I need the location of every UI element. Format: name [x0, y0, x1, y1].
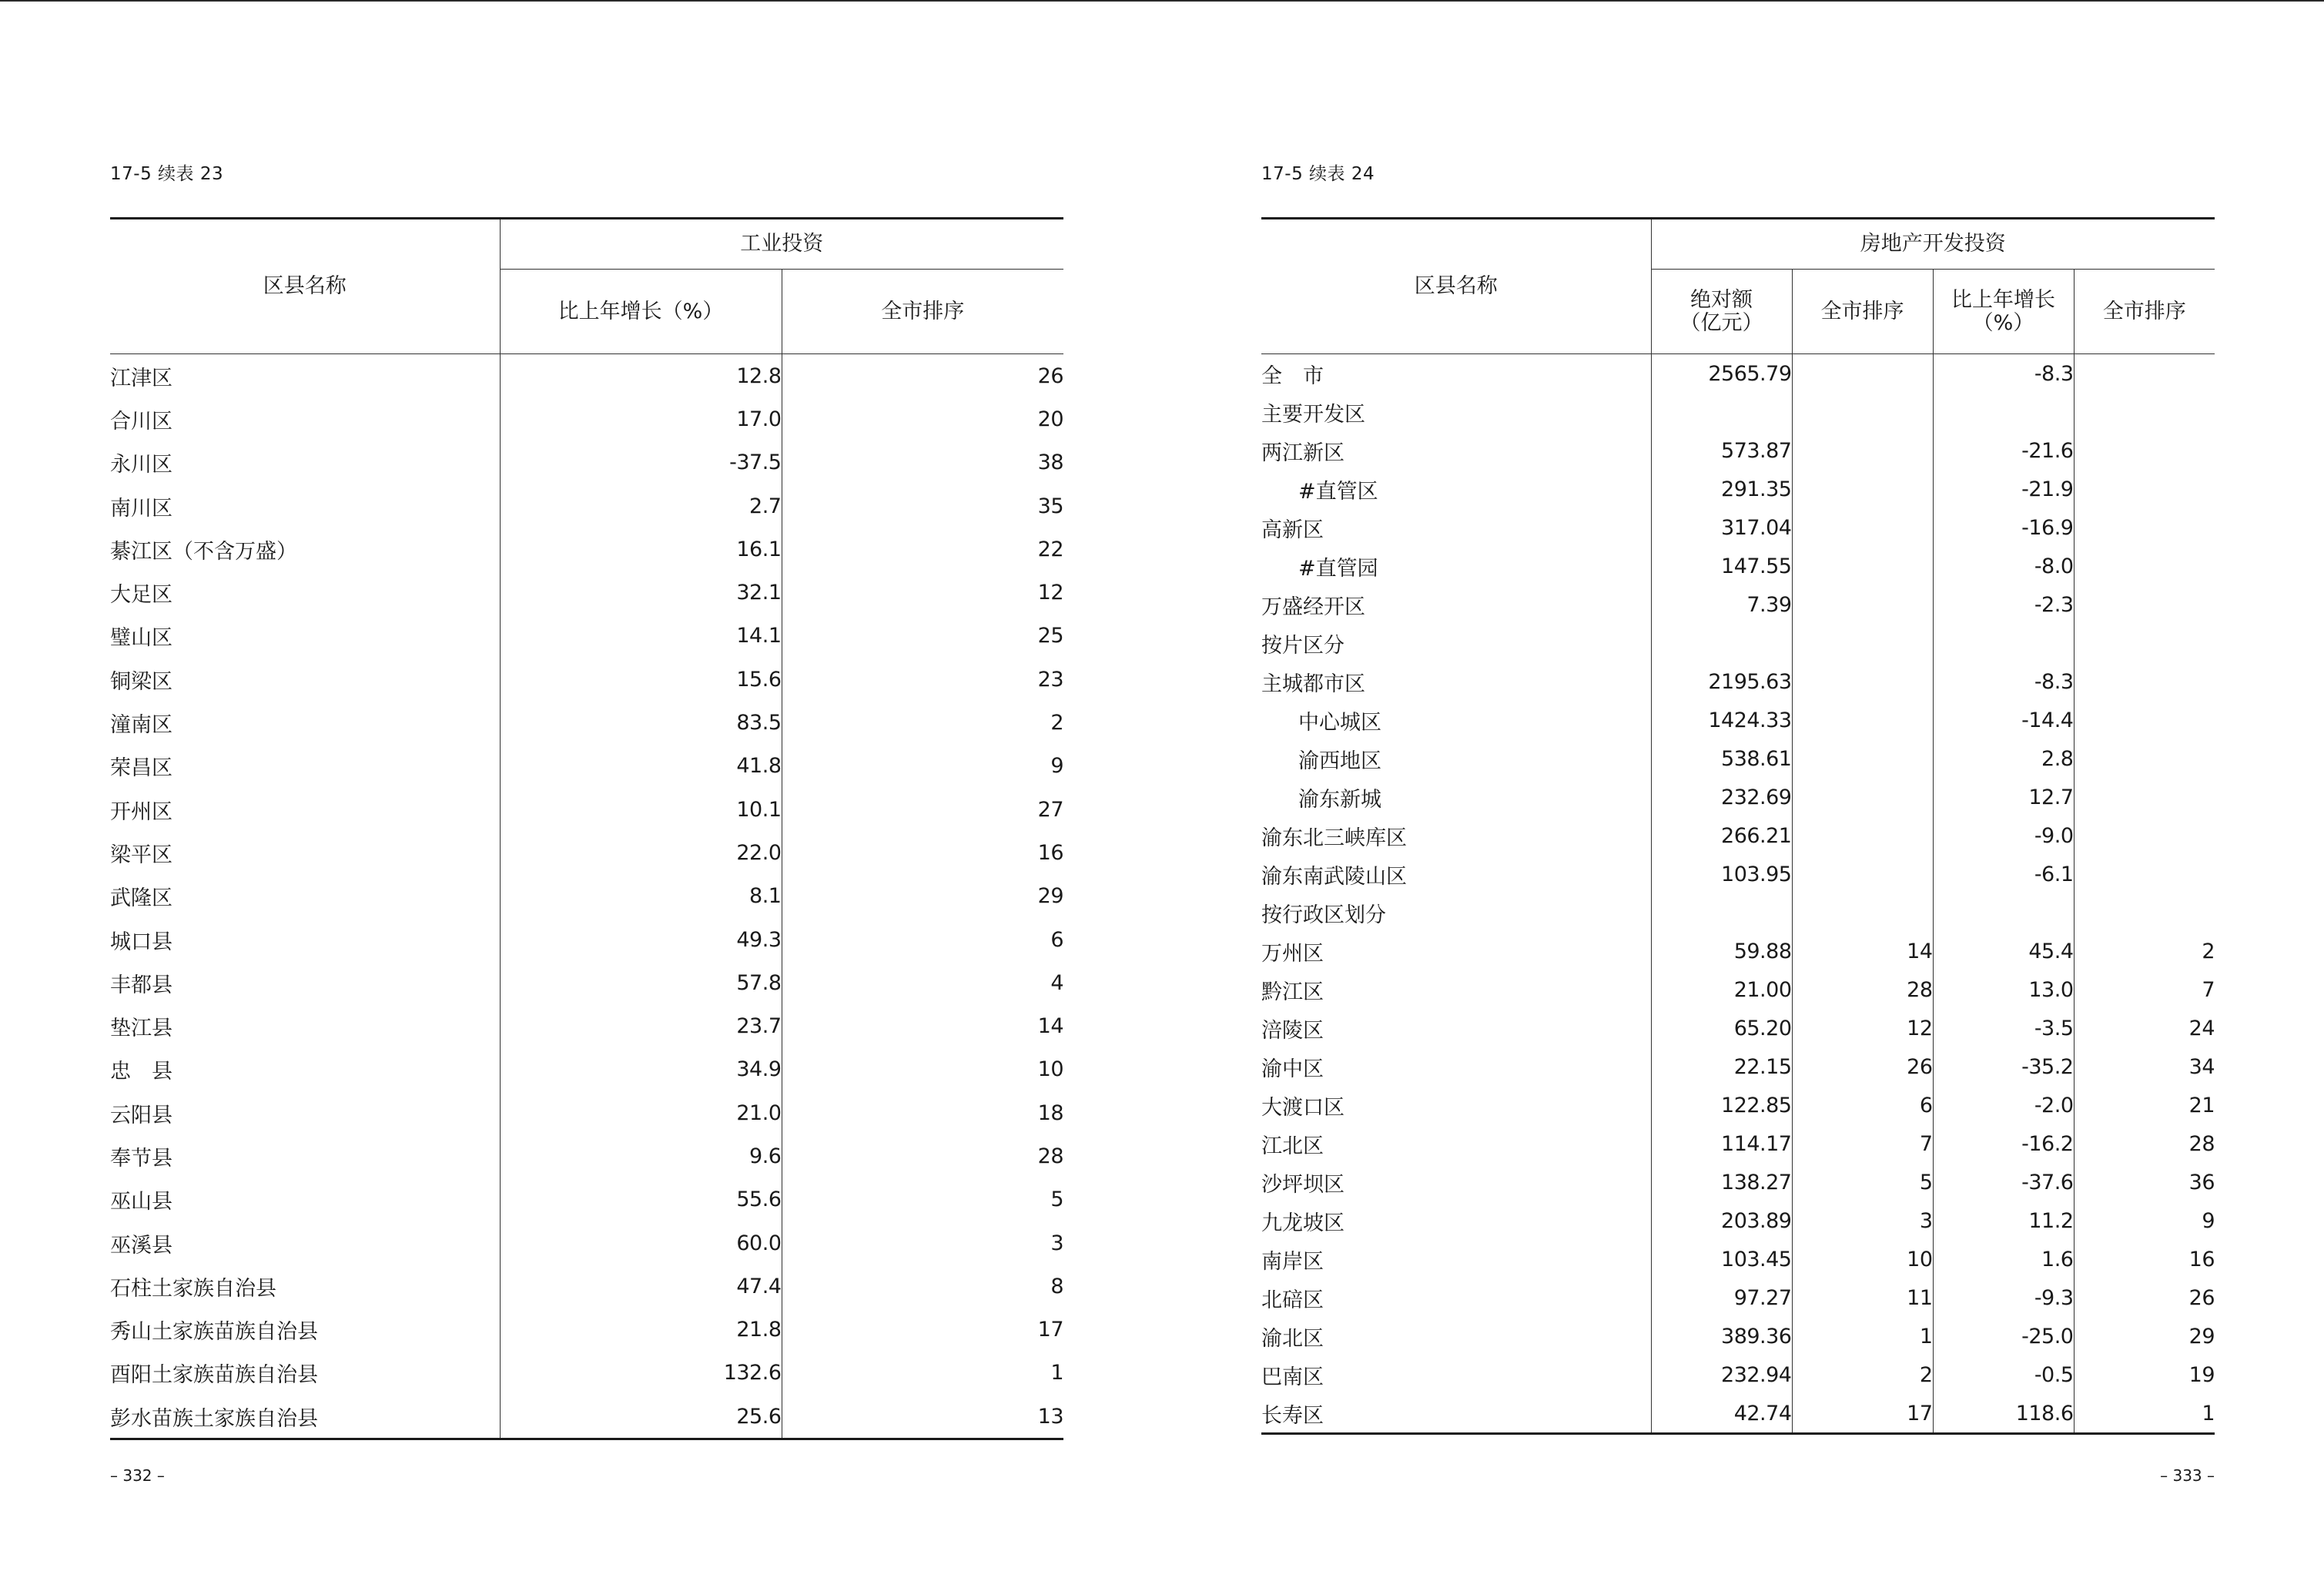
district-name: 忠 县 [110, 1060, 172, 1084]
growth-rank-value: 24 [2074, 1009, 2215, 1047]
growth-value: 2.7 [500, 484, 782, 528]
growth-value: -21.9 [1933, 470, 2074, 508]
district-name: 巫山县 [110, 1190, 172, 1214]
rank-value: 29 [782, 875, 1063, 918]
table-row [1261, 1201, 2215, 1240]
rank-value: 8 [782, 1265, 1063, 1308]
district-name: 丰都县 [110, 973, 172, 997]
header-rank: 全市排序 [782, 270, 1063, 354]
growth-rank-value: 26 [2074, 1278, 2215, 1317]
district-name: #直管区 [1298, 479, 1378, 504]
amount-value: 22.15 [1651, 1047, 1792, 1086]
amount-rank-value [1792, 624, 1933, 662]
table-row [1261, 893, 2215, 932]
amount-rank-value: 11 [1792, 1278, 1933, 1317]
table-row [110, 875, 1063, 918]
rank-value: 18 [782, 1091, 1063, 1134]
growth-rank-value [2074, 585, 2215, 624]
rank-value: 20 [782, 397, 1063, 441]
amount-rank-value: 26 [1792, 1047, 1933, 1086]
growth-value: 9.6 [500, 1134, 782, 1178]
amount-value [1651, 393, 1792, 431]
amount-value: 114.17 [1651, 1124, 1792, 1163]
district-name: 渝北区 [1261, 1326, 1324, 1351]
district-name: 酉阳土家族苗族自治县 [110, 1363, 318, 1388]
district-name: 沙坪坝区 [1261, 1172, 1345, 1197]
rank-value: 28 [782, 1134, 1063, 1178]
district-name: 江北区 [1261, 1134, 1324, 1158]
district-name: 奉节县 [110, 1146, 172, 1171]
district-name: 渝东新城 [1298, 787, 1381, 812]
amount-rank-value: 14 [1792, 932, 1933, 970]
district-name: 主要开发区 [1261, 402, 1365, 427]
rank-value: 27 [782, 788, 1063, 831]
amount-value: 42.74 [1651, 1394, 1792, 1434]
growth-value: 23.7 [500, 1004, 782, 1047]
table-row [1261, 624, 2215, 662]
table-row [1261, 932, 2215, 970]
growth-value: -3.5 [1933, 1009, 2074, 1047]
amount-value: 266.21 [1651, 816, 1792, 855]
growth-value: 132.6 [500, 1352, 782, 1395]
rank-value: 35 [782, 484, 1063, 528]
table-row [1261, 508, 2215, 547]
district-name: 铜梁区 [110, 669, 172, 694]
header-district-name: 区县名称 [110, 219, 500, 354]
district-name: 长寿区 [1261, 1394, 1651, 1434]
rank-value: 14 [782, 1004, 1063, 1047]
growth-value: 12.7 [1933, 778, 2074, 816]
amount-value: 65.20 [1651, 1009, 1792, 1047]
left-table-body [110, 354, 1063, 1439]
table-row [1261, 1124, 2215, 1163]
growth-value: -8.3 [1933, 354, 2074, 394]
growth-value: -35.2 [1933, 1047, 2074, 1086]
table-row [110, 788, 1063, 831]
table-row [1261, 1163, 2215, 1201]
district-name: 荣昌区 [110, 756, 172, 781]
growth-value: 57.8 [500, 961, 782, 1004]
growth-value: -2.3 [1933, 585, 2074, 624]
header-industrial-investment: 工业投资 [500, 219, 1063, 270]
amount-rank-value [1792, 893, 1933, 932]
table-row [110, 701, 1063, 744]
growth-value: 21.0 [500, 1091, 782, 1134]
rank-value: 13 [782, 1395, 1063, 1439]
growth-value: 47.4 [500, 1265, 782, 1308]
amount-value: 317.04 [1651, 508, 1792, 547]
growth-rank-value [2074, 624, 2215, 662]
district-name: 秀山土家族苗族自治县 [110, 1320, 318, 1345]
district-name: 按行政区划分 [1261, 903, 1386, 927]
amount-value: 7.39 [1651, 585, 1792, 624]
rank-value: 12 [782, 571, 1063, 614]
growth-rank-value [2074, 893, 2215, 932]
amount-rank-value [1792, 585, 1933, 624]
district-name: 高新区 [1261, 518, 1324, 542]
district-name: 巴南区 [1261, 1365, 1324, 1389]
header-growth-rank: 全市排序 [2074, 270, 2215, 354]
rank-value: 25 [782, 615, 1063, 658]
district-name: 南川区 [110, 496, 172, 521]
amount-value: 138.27 [1651, 1163, 1792, 1201]
rank-value: 16 [782, 831, 1063, 874]
table-row [1261, 1240, 2215, 1278]
district-name: 中心城区 [1298, 710, 1381, 735]
rank-value: 23 [782, 658, 1063, 701]
growth-value: 49.3 [500, 918, 782, 961]
rank-value: 5 [782, 1178, 1063, 1221]
table-row [1261, 1317, 2215, 1355]
table-row [1261, 1047, 2215, 1086]
rank-value: 10 [782, 1048, 1063, 1091]
amount-rank-value [1792, 470, 1933, 508]
growth-rank-value: 7 [2074, 970, 2215, 1009]
growth-value: 34.9 [500, 1048, 782, 1091]
rank-value: 22 [782, 528, 1063, 571]
district-name: 石柱土家族自治县 [110, 1276, 276, 1301]
district-name: 云阳县 [110, 1103, 172, 1127]
district-name: 万盛经开区 [1261, 595, 1365, 619]
page-number: – 332 – [110, 1466, 165, 1485]
table-row [1261, 547, 2215, 585]
district-name: 合川区 [110, 409, 172, 434]
amount-value: 21.00 [1651, 970, 1792, 1009]
growth-value: -16.2 [1933, 1124, 2074, 1163]
amount-value: 59.88 [1651, 932, 1792, 970]
amount-value: 122.85 [1651, 1086, 1792, 1124]
growth-value: -9.3 [1933, 1278, 2074, 1317]
table-row [1261, 701, 2215, 739]
amount-rank-value [1792, 508, 1933, 547]
growth-value: 2.8 [1933, 739, 2074, 778]
growth-rank-value [2074, 662, 2215, 701]
amount-rank-value [1792, 393, 1933, 431]
growth-value: 17.0 [500, 397, 782, 441]
table-row [1261, 1355, 2215, 1394]
table-row [110, 484, 1063, 528]
district-name: 垫江县 [110, 1017, 172, 1041]
growth-rank-value: 2 [2074, 932, 2215, 970]
table-row [1261, 1009, 2215, 1047]
table-row [1261, 970, 2215, 1009]
rank-value: 38 [782, 441, 1063, 484]
growth-rank-value [2074, 508, 2215, 547]
amount-rank-value: 6 [1792, 1086, 1933, 1124]
table-row [110, 1178, 1063, 1221]
amount-value: 97.27 [1651, 1278, 1792, 1317]
growth-value: 13.0 [1933, 970, 2074, 1009]
header-growth: 比上年增长（%） [500, 270, 782, 354]
district-name: 两江新区 [1261, 441, 1345, 465]
table-row [1261, 393, 2215, 431]
amount-value: 147.55 [1651, 547, 1792, 585]
table-row [110, 745, 1063, 788]
amount-value: 2195.63 [1651, 662, 1792, 701]
growth-rank-value: 21 [2074, 1086, 2215, 1124]
amount-rank-value: 28 [1792, 970, 1933, 1009]
header-growth [1933, 270, 2074, 354]
table-row [110, 1004, 1063, 1047]
growth-value: -2.0 [1933, 1086, 2074, 1124]
amount-rank-value: 3 [1792, 1201, 1933, 1240]
table-row [1261, 778, 2215, 816]
growth-value: 1.6 [1933, 1240, 2074, 1278]
header-amount-line2: （亿元） [1679, 310, 1763, 335]
growth-rank-value: 19 [2074, 1355, 2215, 1394]
district-name: 九龙坡区 [1261, 1211, 1345, 1235]
table-row [110, 1265, 1063, 1308]
growth-rank-value: 9 [2074, 1201, 2215, 1240]
growth-value: 22.0 [500, 831, 782, 874]
table-caption: 17-5 续表 24 [1261, 164, 1375, 184]
amount-rank-value [1792, 739, 1933, 778]
growth-value: 32.1 [500, 571, 782, 614]
district-name: #直管园 [1298, 556, 1378, 581]
table-row [1261, 470, 2215, 508]
amount-value: 389.36 [1651, 1317, 1792, 1355]
district-name: 武隆区 [110, 886, 172, 911]
growth-value: -16.9 [1933, 508, 2074, 547]
table-row [1261, 855, 2215, 893]
growth-rank-value [2074, 778, 2215, 816]
amount-value: 291.35 [1651, 470, 1792, 508]
rank-value: 1 [782, 1352, 1063, 1395]
amount-rank-value [1792, 547, 1933, 585]
amount-value: 2565.79 [1651, 354, 1792, 394]
amount-rank-value [1792, 354, 1933, 394]
table-row [110, 961, 1063, 1004]
table-row [1261, 585, 2215, 624]
header-district-name: 区县名称 [1261, 219, 1651, 354]
table-row [110, 918, 1063, 961]
growth-rank-value [2074, 547, 2215, 585]
rank-value: 2 [782, 701, 1063, 744]
growth-value: -8.0 [1933, 547, 2074, 585]
growth-value: -0.5 [1933, 1355, 2074, 1394]
district-name: 万州区 [1261, 941, 1324, 966]
growth-rank-value [2074, 701, 2215, 739]
growth-value: 16.1 [500, 528, 782, 571]
table-row [110, 1352, 1063, 1395]
district-name: 城口县 [110, 930, 172, 954]
growth-rank-value: 1 [2074, 1394, 2215, 1434]
growth-rank-value: 29 [2074, 1317, 2215, 1355]
growth-value [1933, 393, 2074, 431]
district-name: 潼南区 [110, 713, 172, 738]
table-row [110, 571, 1063, 614]
amount-rank-value [1792, 778, 1933, 816]
growth-value: -37.6 [1933, 1163, 2074, 1201]
district-name: 渝中区 [1261, 1057, 1324, 1081]
real-estate-investment-table [1261, 217, 2215, 1435]
amount-rank-value [1792, 662, 1933, 701]
growth-value: 45.4 [1933, 932, 2074, 970]
header-real-estate-investment: 房地产开发投资 [1651, 219, 2215, 270]
table-row [110, 658, 1063, 701]
district-name: 渝东北三峡库区 [1261, 826, 1407, 850]
growth-value: 55.6 [500, 1178, 782, 1221]
amount-value: 573.87 [1651, 431, 1792, 470]
growth-rank-value [2074, 816, 2215, 855]
left-page [110, 0, 1063, 1588]
district-name: 巫溪县 [110, 1233, 172, 1258]
district-name: 彭水苗族土家族自治县 [110, 1395, 500, 1439]
table-row [110, 354, 1063, 398]
growth-value: 8.1 [500, 875, 782, 918]
amount-value: 203.89 [1651, 1201, 1792, 1240]
right-table-body [1261, 354, 2215, 1434]
header-amount [1651, 270, 1792, 354]
industrial-investment-table [110, 217, 1063, 1440]
district-name: 涪陵区 [1261, 1018, 1324, 1043]
district-name: 大足区 [110, 583, 172, 608]
growth-value: 14.1 [500, 615, 782, 658]
page-number: – 333 – [2160, 1466, 2215, 1485]
table-row [110, 831, 1063, 874]
rank-value: 17 [782, 1308, 1063, 1352]
growth-rank-value [2074, 431, 2215, 470]
growth-value: 118.6 [1933, 1394, 2074, 1434]
district-name: 南岸区 [1261, 1249, 1324, 1274]
rank-value: 4 [782, 961, 1063, 1004]
table-row [110, 1091, 1063, 1134]
amount-rank-value [1792, 431, 1933, 470]
table-row [110, 1134, 1063, 1178]
amount-value [1651, 893, 1792, 932]
growth-value: 41.8 [500, 745, 782, 788]
district-name: 渝西地区 [1298, 749, 1381, 773]
growth-rank-value: 16 [2074, 1240, 2215, 1278]
amount-rank-value [1792, 816, 1933, 855]
amount-value: 103.95 [1651, 855, 1792, 893]
growth-value: 10.1 [500, 788, 782, 831]
amount-value: 1424.33 [1651, 701, 1792, 739]
right-page [1261, 0, 2215, 1588]
district-name: 璧山区 [110, 626, 172, 651]
amount-rank-value [1792, 701, 1933, 739]
amount-value [1651, 624, 1792, 662]
amount-rank-value: 1 [1792, 1317, 1933, 1355]
amount-value: 232.69 [1651, 778, 1792, 816]
district-name: 主城都市区 [1261, 672, 1365, 696]
district-name: 开州区 [110, 799, 172, 824]
district-name: 綦江区（不含万盛） [110, 539, 297, 564]
table-row [1261, 816, 2215, 855]
amount-value: 103.45 [1651, 1240, 1792, 1278]
header-growth-line2: （%） [1972, 310, 2034, 335]
table-row [1261, 1394, 2215, 1434]
growth-rank-value [2074, 470, 2215, 508]
district-name: 永川区 [110, 453, 172, 477]
table-row [110, 397, 1063, 441]
header-amount-rank: 全市排序 [1792, 270, 1933, 354]
growth-rank-value [2074, 739, 2215, 778]
table-row [110, 1395, 1063, 1439]
table-row [1261, 739, 2215, 778]
table-row [110, 615, 1063, 658]
growth-value: 21.8 [500, 1308, 782, 1352]
amount-rank-value: 2 [1792, 1355, 1933, 1394]
table-row [1261, 662, 2215, 701]
table-row [1261, 1086, 2215, 1124]
amount-rank-value: 12 [1792, 1009, 1933, 1047]
growth-value: -8.3 [1933, 662, 2074, 701]
amount-rank-value: 10 [1792, 1240, 1933, 1278]
amount-value: 538.61 [1651, 739, 1792, 778]
district-name: 按片区分 [1261, 633, 1345, 658]
growth-rank-value [2074, 393, 2215, 431]
district-name: 北碚区 [1261, 1288, 1324, 1312]
table-row [110, 441, 1063, 484]
rank-value: 6 [782, 918, 1063, 961]
growth-value [1933, 624, 2074, 662]
table-row [110, 528, 1063, 571]
table-row [1261, 431, 2215, 470]
amount-rank-value: 5 [1792, 1163, 1933, 1201]
header-amount-line1: 绝对额 [1690, 287, 1753, 312]
growth-value: -25.0 [1933, 1317, 2074, 1355]
growth-value: 83.5 [500, 701, 782, 744]
table-row [1261, 1278, 2215, 1317]
amount-value: 232.94 [1651, 1355, 1792, 1394]
amount-rank-value [1792, 855, 1933, 893]
growth-rank-value: 34 [2074, 1047, 2215, 1086]
amount-rank-value: 7 [1792, 1124, 1933, 1163]
growth-rank-value [2074, 354, 2215, 394]
growth-value: 60.0 [500, 1221, 782, 1265]
district-name: 黔江区 [1261, 980, 1324, 1004]
growth-value: -9.0 [1933, 816, 2074, 855]
district-name: 全 市 [1261, 363, 1324, 388]
growth-value: -14.4 [1933, 701, 2074, 739]
growth-rank-value [2074, 855, 2215, 893]
growth-value: -37.5 [500, 441, 782, 484]
growth-value: 12.8 [500, 354, 782, 398]
growth-value: -21.6 [1933, 431, 2074, 470]
table-row [1261, 354, 2215, 394]
rank-value: 26 [782, 354, 1063, 398]
table-row [110, 1308, 1063, 1352]
table-row [110, 1221, 1063, 1265]
district-name: 大渡口区 [1261, 1095, 1345, 1120]
district-name: 梁平区 [110, 843, 172, 867]
district-name: 渝东南武陵山区 [1261, 864, 1407, 889]
district-name: 江津区 [110, 366, 172, 390]
growth-value: -6.1 [1933, 855, 2074, 893]
rank-value: 3 [782, 1221, 1063, 1265]
growth-rank-value: 28 [2074, 1124, 2215, 1163]
table-caption: 17-5 续表 23 [110, 164, 224, 184]
amount-rank-value: 17 [1792, 1394, 1933, 1434]
growth-rank-value: 36 [2074, 1163, 2215, 1201]
growth-value: 25.6 [500, 1395, 782, 1439]
rank-value: 9 [782, 745, 1063, 788]
table-row [110, 1048, 1063, 1091]
growth-value: 15.6 [500, 658, 782, 701]
growth-value: 11.2 [1933, 1201, 2074, 1240]
header-growth-line1: 比上年增长 [1951, 287, 2055, 312]
growth-value [1933, 893, 2074, 932]
